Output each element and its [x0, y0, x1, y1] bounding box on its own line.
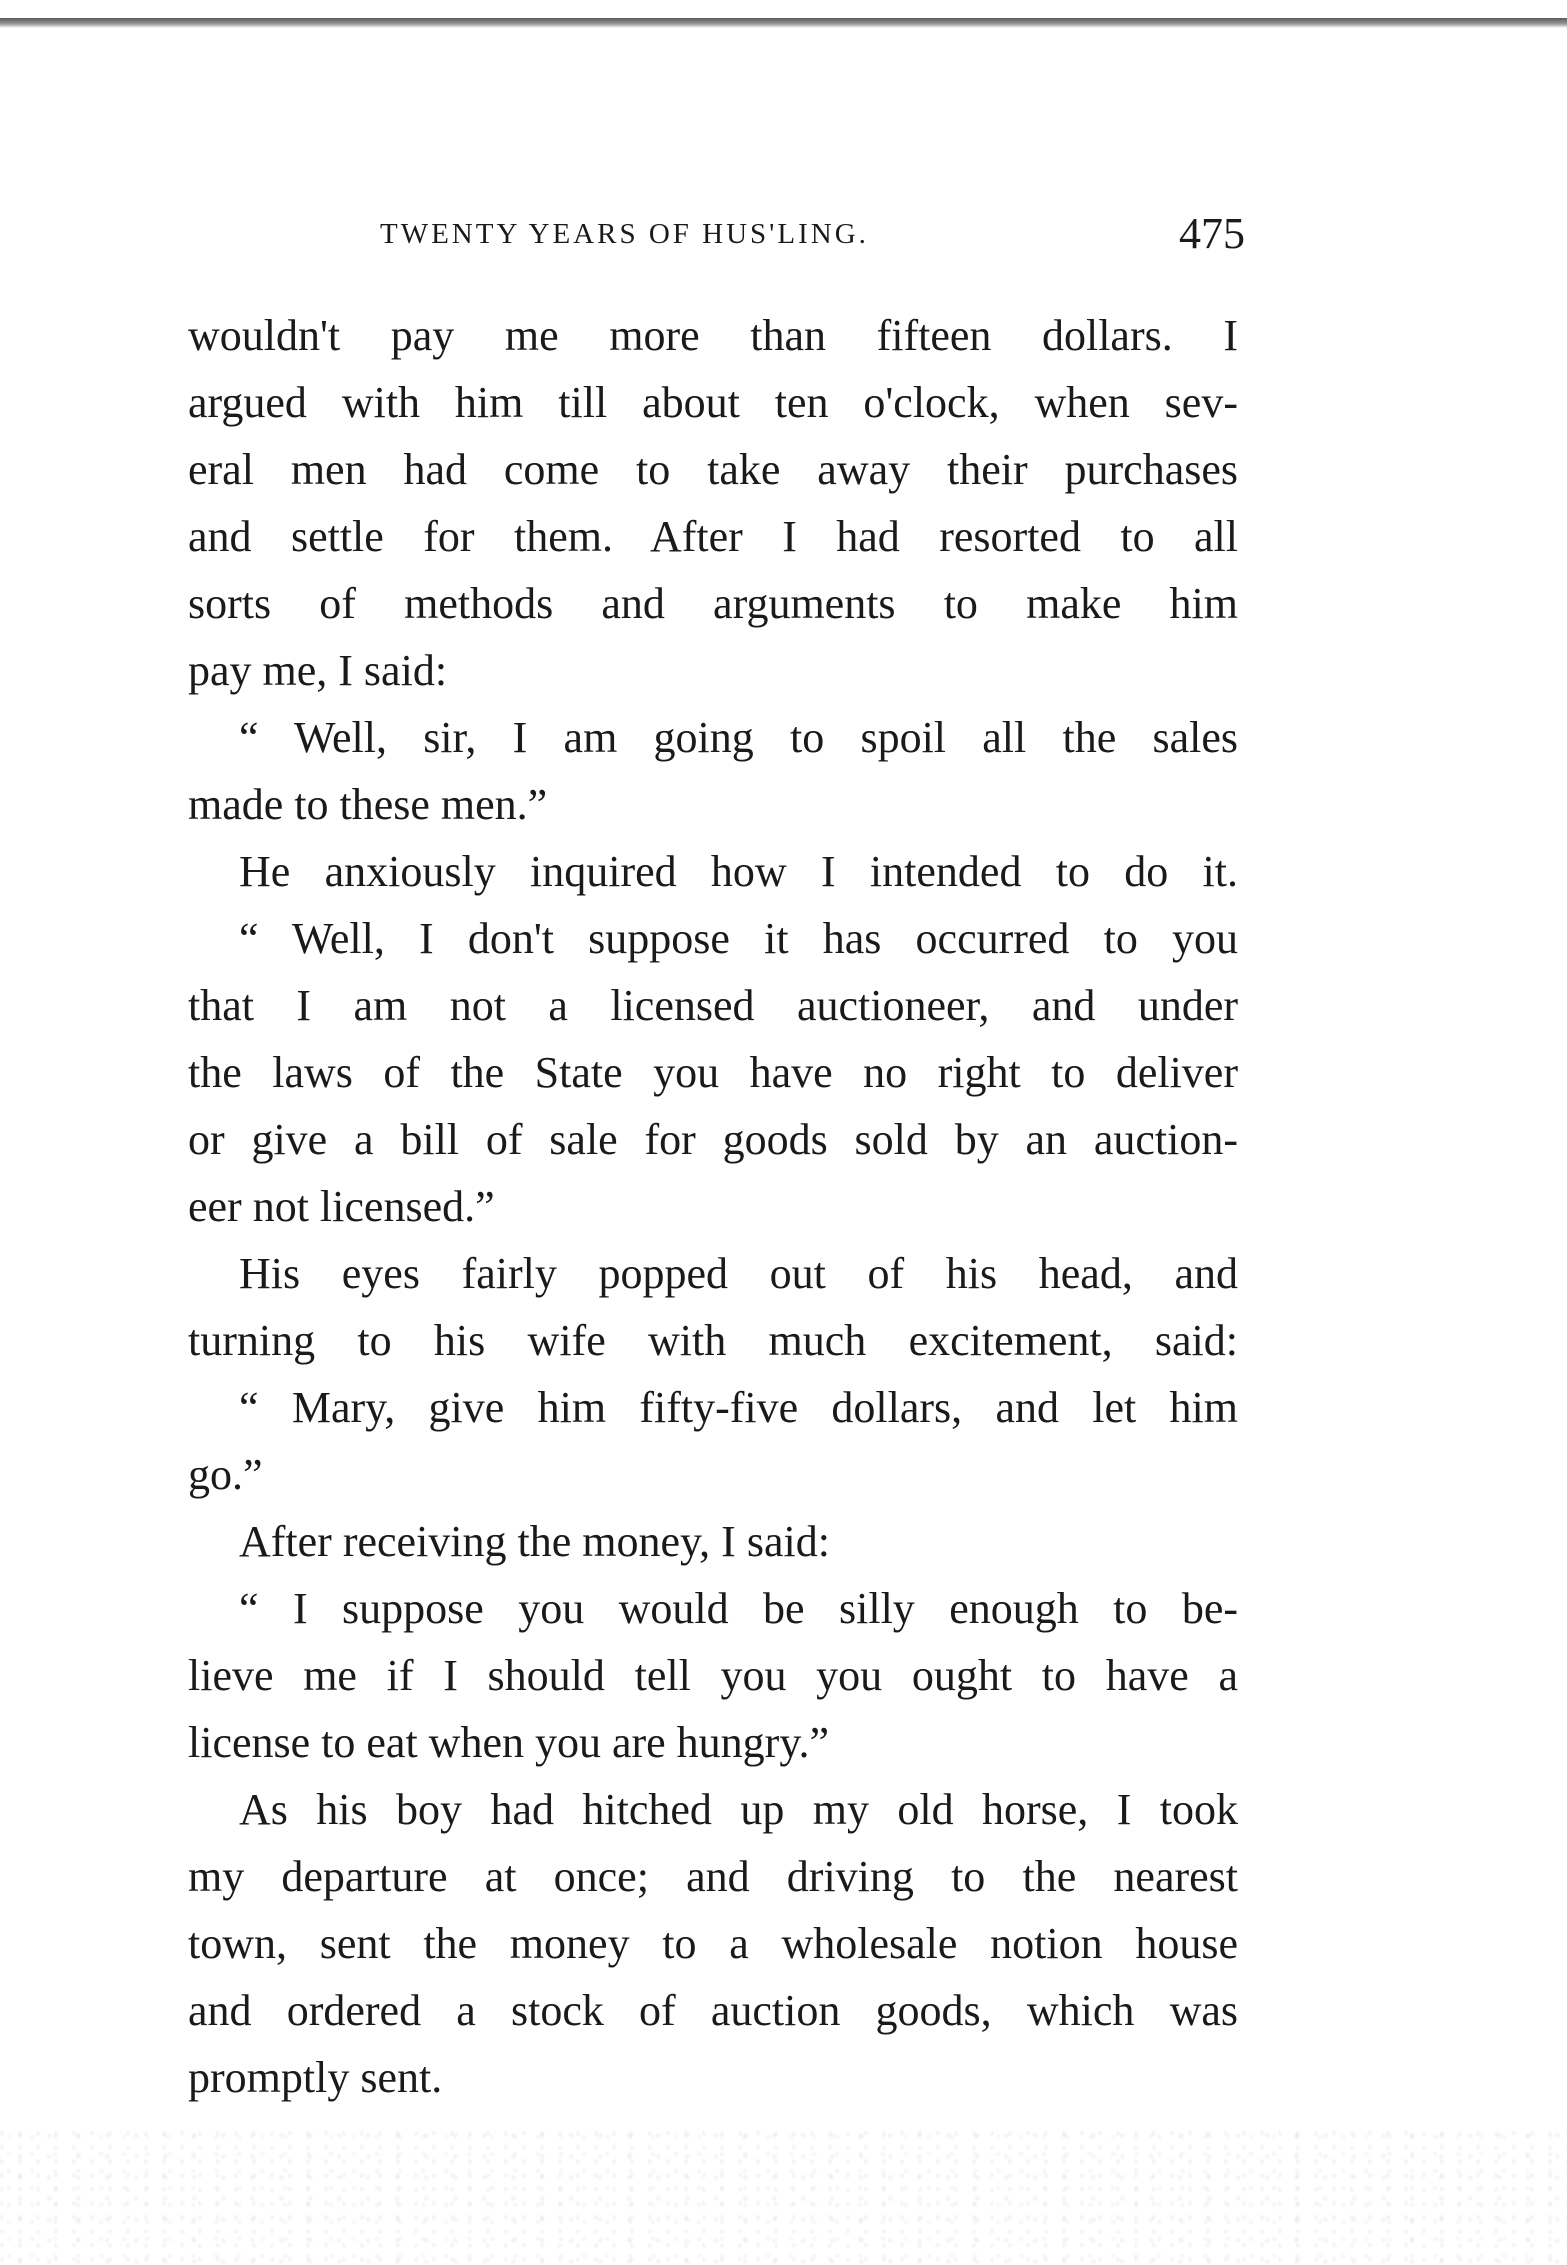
text-line: After receiving the money, I said:	[239, 1517, 830, 1566]
text-line: wouldn't pay me more than fifteen dollars. I	[188, 311, 1238, 360]
page-number: 475	[1179, 209, 1245, 258]
text-line: and settle for them. After I had resorted to all	[188, 512, 1238, 561]
text-line: turning to his wife with much excitement, said:	[188, 1316, 1238, 1365]
text-line: eral men had come to take away their purchases	[188, 445, 1238, 494]
text-line: “ Well, sir, I am going to spoil all the sales	[239, 713, 1238, 762]
body-text	[188, 302, 1238, 2111]
text-line: “ I suppose you would be silly enough to be-	[239, 1584, 1238, 1633]
text-line: license to eat when you are hungry.”	[188, 1718, 830, 1767]
scan-noise	[0, 2125, 1567, 2265]
text-line: and ordered a stock of auction goods, which was	[188, 1986, 1238, 2035]
text-line: pay me, I said:	[188, 646, 448, 695]
text-line: eer not licensed.”	[188, 1182, 495, 1231]
text-line: He anxiously inquired how I intended to do it.	[239, 847, 1238, 896]
text-line: lieve me if I should tell you you ought to have a	[188, 1651, 1238, 1700]
text-line: my departure at once; and driving to the nearest	[188, 1852, 1238, 1901]
text-line: made to these men.”	[188, 780, 548, 829]
text-line: promptly sent.	[188, 2053, 443, 2102]
text-line: that I am not a licensed auctioneer, and under	[188, 981, 1238, 1030]
running-head: TWENTY YEARS OF HUS'LING.	[380, 218, 869, 250]
text-line: town, sent the money to a wholesale notion house	[188, 1919, 1238, 1968]
text-line: “ Mary, give him fifty-five dollars, and let him	[239, 1383, 1238, 1432]
text-line: the laws of the State you have no right to deliver	[188, 1048, 1238, 1097]
text-line: As his boy had hitched up my old horse, I took	[239, 1785, 1238, 1834]
text-line: “ Well, I don't suppose it has occurred to you	[239, 914, 1238, 963]
page-header	[380, 208, 1260, 268]
text-line: or give a bill of sale for goods sold by an auction-	[188, 1115, 1238, 1164]
text-line: His eyes fairly popped out of his head, and	[239, 1249, 1238, 1298]
text-line: sorts of methods and arguments to make him	[188, 579, 1238, 628]
text-line: go.”	[188, 1450, 263, 1499]
top-edge-rule	[0, 18, 1567, 28]
text-line: argued with him till about ten o'clock, when sev-	[188, 378, 1238, 427]
